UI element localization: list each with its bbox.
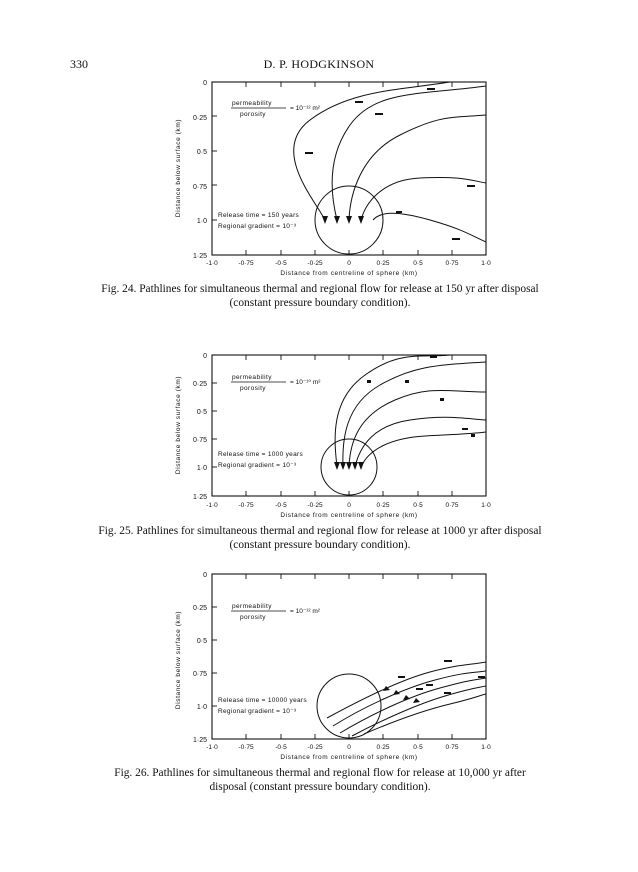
ratio-denominator: porosity: [240, 385, 266, 392]
regional-gradient: Regional gradient = 10⁻³: [218, 708, 297, 715]
running-head: D. P. HODGKINSON: [263, 57, 375, 71]
x-tick-label: -0·75: [238, 260, 254, 267]
release-time: Release time = 10000 years: [218, 697, 307, 704]
ratio-numerator: permeability: [232, 374, 272, 381]
regional-gradient: Regional gradient = 10⁻³: [218, 462, 297, 469]
x-tick-label: -0·75: [238, 502, 254, 509]
x-tick-label: -1·0: [206, 744, 218, 751]
marker: [416, 688, 423, 690]
x-tick-label: 1·0: [481, 744, 491, 751]
marker: [405, 380, 409, 383]
marker: [355, 101, 363, 103]
y-tick-label: 0·75: [192, 184, 207, 191]
marker: [467, 185, 475, 187]
arrowhead: [346, 462, 352, 470]
page-number: 330: [70, 57, 88, 71]
release-time: Release time = 150 years: [218, 212, 300, 219]
figure-26: [175, 572, 491, 761]
pathline: [340, 678, 486, 733]
y-tick-label: 1·0: [196, 218, 207, 225]
marker: [375, 113, 383, 115]
arrowhead: [346, 216, 352, 224]
ratio-denominator: porosity: [240, 111, 266, 118]
figure-24-caption: Fig. 24. Pathlines for simultaneous thermal and regional flow for release at 150 yr after disposal (constant pressure boundary condition).: [101, 283, 539, 309]
y-axis-label: Distance below surface (km): [175, 118, 182, 218]
y-tick-label: 0·5: [196, 638, 207, 645]
x-tick-label: 0·75: [445, 744, 459, 751]
x-tick-label: 0·75: [445, 502, 459, 509]
y-tick-label: 0·5: [196, 149, 207, 156]
release-time: Release time = 1000 years: [218, 451, 304, 458]
arrowhead: [322, 216, 328, 224]
marker: [430, 356, 437, 358]
marker: [478, 676, 485, 678]
y-tick-label: 1·25: [192, 494, 207, 501]
figure-26-caption: Fig. 26. Pathlines for simultaneous thermal and regional flow for release at 10,000 yr after disposal (constant pressure boundary condition).: [114, 767, 526, 793]
pathline: [361, 432, 486, 467]
x-tick-label: 0·75: [445, 260, 459, 267]
pathline: [335, 355, 450, 467]
pathline: [361, 177, 486, 220]
marker: [367, 380, 371, 383]
marker: [396, 211, 402, 213]
marker: [471, 434, 475, 437]
x-axis-label: Distance from centreline of sphere (km): [280, 512, 418, 519]
x-tick-label: 1·0: [481, 260, 491, 267]
ratio-denominator: porosity: [240, 614, 266, 621]
y-tick-label: 0: [203, 572, 207, 579]
y-tick-label: 0·75: [192, 437, 207, 444]
x-tick-label: 1·0: [481, 502, 491, 509]
ratio-numerator: permeability: [232, 100, 272, 107]
x-tick-label: 0·5: [413, 502, 423, 509]
arrowhead: [413, 698, 420, 703]
y-tick-label: 0·25: [192, 115, 207, 122]
x-tick-label: -0·25: [307, 502, 323, 509]
x-tick-label: 0: [347, 744, 351, 751]
figure-24: [175, 80, 491, 277]
arrowhead: [340, 462, 346, 470]
x-tick-label: 0: [347, 260, 351, 267]
ratio-value: = 10⁻¹⁰ m²: [290, 379, 321, 386]
arrowhead: [334, 462, 340, 470]
y-tick-label: 1·25: [192, 737, 207, 744]
x-tick-label: 0·25: [376, 260, 390, 267]
arrowhead: [358, 462, 364, 470]
y-axis-label: Distance below surface (km): [175, 375, 182, 475]
ratio-value: = 10⁻¹² m²: [290, 608, 320, 615]
pathline: [343, 362, 486, 467]
pathline: [349, 115, 486, 220]
y-tick-label: 0: [203, 80, 207, 87]
y-tick-label: 1·0: [196, 704, 207, 711]
x-tick-label: 0·25: [376, 502, 390, 509]
arrowhead: [352, 462, 358, 470]
x-tick-label: -1·0: [206, 502, 218, 509]
marker: [305, 152, 313, 154]
marker: [398, 676, 405, 678]
y-axis-label: Distance below surface (km): [175, 610, 182, 710]
x-tick-label: -0·25: [307, 260, 323, 267]
figure-25: [175, 353, 491, 519]
x-tick-label: -0·5: [275, 260, 287, 267]
y-tick-label: 1·25: [192, 253, 207, 260]
marker: [426, 684, 433, 686]
marker: [444, 692, 451, 694]
ratio-value: = 10⁻¹² m²: [290, 105, 320, 112]
marker: [427, 88, 435, 90]
arrowhead: [403, 695, 410, 700]
x-axis-label: Distance from centreline of sphere (km): [280, 754, 418, 761]
x-tick-label: 0: [347, 502, 351, 509]
x-axis-label: Distance from centreline of sphere (km): [280, 270, 418, 277]
regional-gradient: Regional gradient = 10⁻³: [218, 223, 297, 230]
pathline: [332, 86, 486, 220]
pathline: [373, 213, 486, 242]
y-tick-label: 0: [203, 353, 207, 360]
x-tick-label: 0·5: [413, 744, 423, 751]
y-tick-label: 0·25: [192, 381, 207, 388]
x-tick-label: 0·5: [413, 260, 423, 267]
figure-25-caption: Fig. 25. Pathlines for simultaneous thermal and regional flow for release at 1000 yr after disposal (constant pressure boundary condition).: [98, 525, 542, 551]
y-tick-label: 1·0: [196, 465, 207, 472]
marker: [462, 428, 468, 430]
ratio-numerator: permeability: [232, 603, 272, 610]
y-tick-label: 0·75: [192, 671, 207, 678]
x-tick-label: 0·25: [376, 744, 390, 751]
x-tick-label: -0·25: [307, 744, 323, 751]
x-tick-label: -0·5: [275, 502, 287, 509]
marker: [440, 398, 444, 401]
x-tick-label: -0·5: [275, 744, 287, 751]
arrowhead: [334, 216, 340, 224]
x-tick-label: -0·75: [238, 744, 254, 751]
x-tick-label: -1·0: [206, 260, 218, 267]
arrowhead: [358, 216, 364, 224]
y-tick-label: 0·25: [192, 605, 207, 612]
y-tick-label: 0·5: [196, 409, 207, 416]
marker: [444, 660, 452, 662]
pathline: [355, 417, 486, 467]
marker: [452, 238, 460, 240]
